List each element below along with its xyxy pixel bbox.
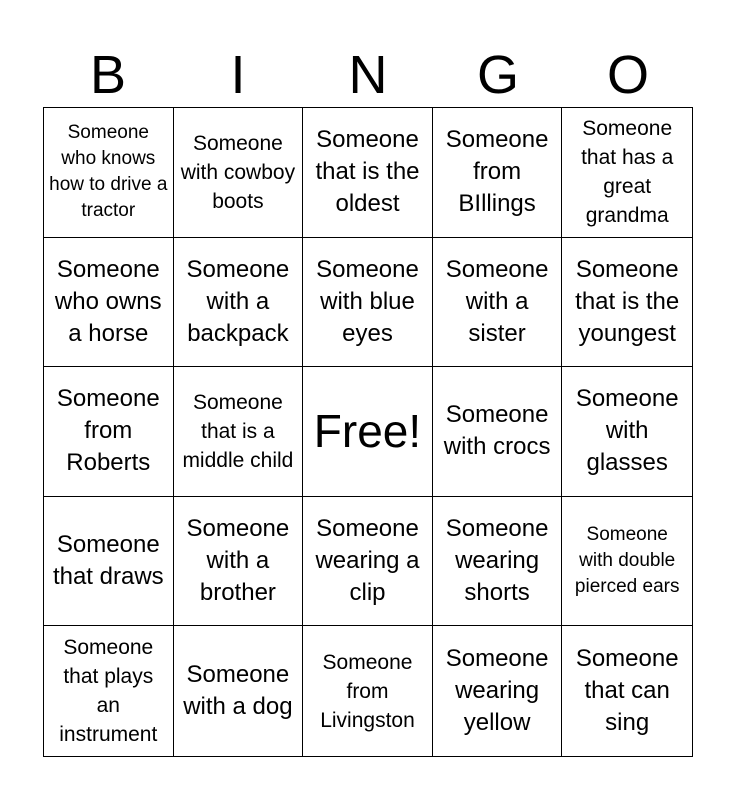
bingo-cell-text: Someone from BIllings [445,126,549,218]
header-letter-g: G [476,45,519,105]
bingo-cell-text: Someone with a sister [445,255,549,347]
bingo-cell-text: Someone wearing shorts [445,515,549,607]
bingo-cell-r1c3[interactable] [303,108,433,238]
bingo-cell-text: Someone that can sing [575,645,679,737]
bingo-cell-text: Someone who knows how to drive a tractor [49,122,168,222]
bingo-cell-r2c5[interactable] [562,238,692,368]
bingo-cell-text: Someone with crocs [443,401,551,461]
free-space-label: Free! [313,405,422,458]
bingo-cell-r1c1[interactable] [44,108,174,238]
bingo-cell-text: Someone that draws [52,531,164,591]
header-letter-o: O [606,45,649,105]
bingo-cell-text: Someone that has a great grandma [581,117,674,228]
bingo-cell-text: Someone with blue eyes [316,255,419,347]
header-letter-i: I [230,45,246,105]
bingo-cell-r5c1[interactable] [44,626,174,756]
bingo-cell-text: Someone with a brother [186,515,290,607]
bingo-cell-r1c5[interactable] [562,108,692,238]
bingo-cell-r5c4[interactable] [433,626,563,756]
header-letter-n: N [348,45,388,105]
bingo-cell-text: Someone with cowboy boots [180,131,296,213]
bingo-header [43,42,693,108]
bingo-cell-text: Someone wearing a clip [315,515,420,607]
bingo-cell-text: Someone from Livingston [320,650,415,732]
bingo-cell-text: Someone that is the youngest [575,255,680,347]
bingo-cell-r5c3[interactable] [303,626,433,756]
bingo-cell-r2c1[interactable] [44,238,174,368]
bingo-cell-r3c4[interactable] [433,367,563,497]
bingo-cell-r4c3[interactable] [303,497,433,627]
bingo-cell-r2c2[interactable] [174,238,304,368]
bingo-cell-r3c1[interactable] [44,367,174,497]
bingo-cell-text: Someone that is a middle child [182,390,294,472]
bingo-cell-text: Someone who owns a horse [54,255,162,347]
bingo-cell-r4c1[interactable] [44,497,174,627]
bingo-cell-r4c5[interactable] [562,497,692,627]
bingo-cell-r4c2[interactable] [174,497,304,627]
bingo-cell-r2c3[interactable] [303,238,433,368]
bingo-board [43,107,693,757]
header-letter-b: B [89,45,127,105]
bingo-cell-text: Someone that plays an instrument [59,636,158,747]
bingo-cell-text: Someone that is the oldest [315,126,420,218]
bingo-cell-r1c2[interactable] [174,108,304,238]
bingo-cell-r2c4[interactable] [433,238,563,368]
bingo-cell-r5c5[interactable] [562,626,692,756]
bingo-cell-text: Someone from Roberts [56,385,160,477]
bingo-free-space[interactable] [303,367,433,497]
bingo-cell-r5c2[interactable] [174,626,304,756]
bingo-cell-r1c4[interactable] [433,108,563,238]
bingo-cell-text: Someone with glasses [575,385,679,477]
bingo-cell-r4c4[interactable] [433,497,563,627]
bingo-cell-text: Someone wearing yellow [445,645,549,737]
bingo-cell-text: Someone with double pierced ears [574,524,680,598]
bingo-cell-r3c5[interactable] [562,367,692,497]
bingo-cell-text: Someone with a dog [183,661,293,721]
bingo-cell-r3c2[interactable] [174,367,304,497]
bingo-cell-text: Someone with a backpack [186,255,290,347]
